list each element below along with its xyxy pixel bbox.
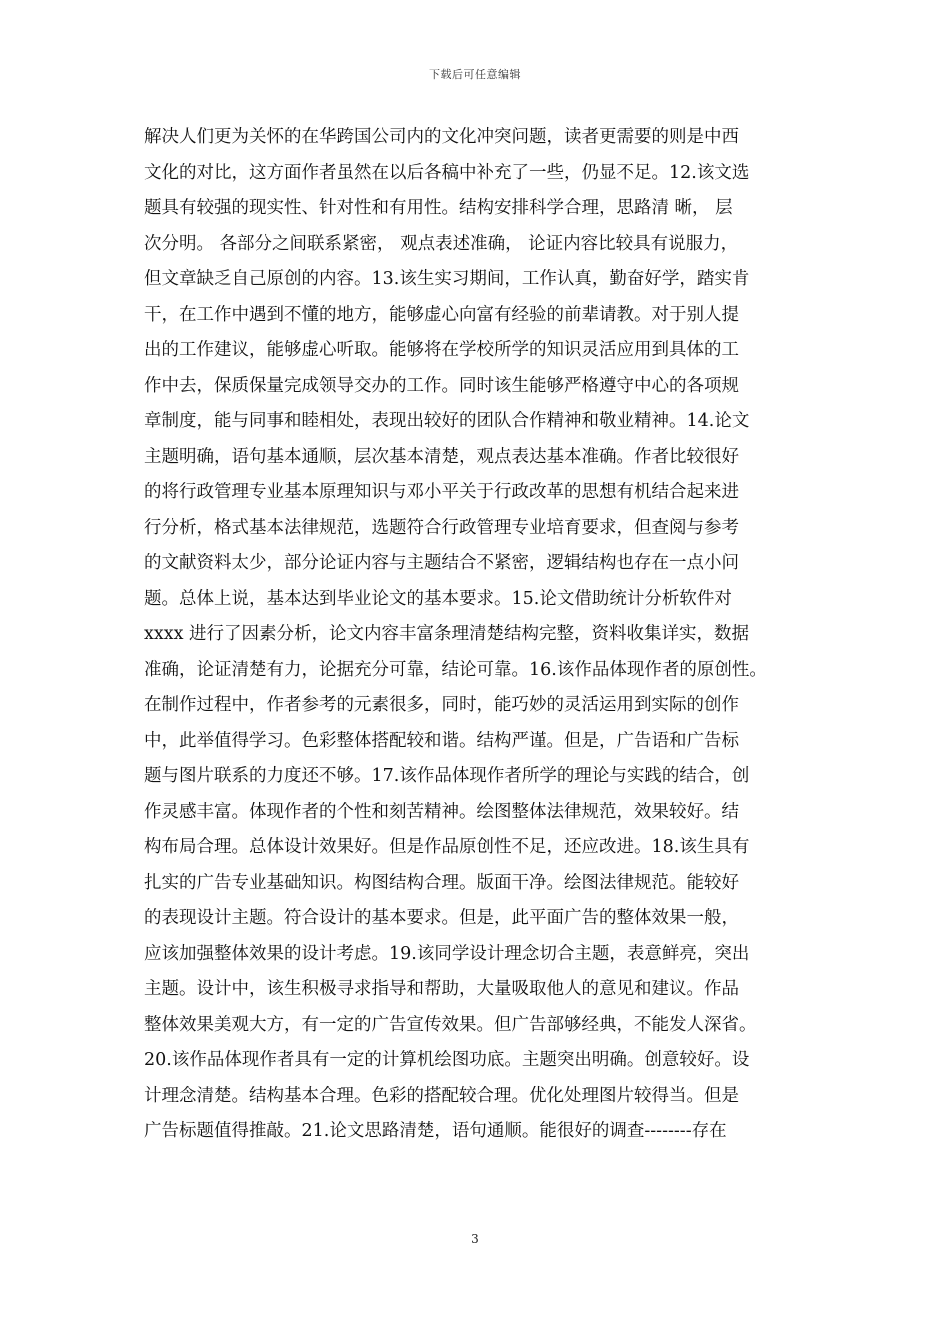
text-line: 计理念清楚。结构基本合理。色彩的搭配较合理。优化处理图片较得当。但是 — [144, 1085, 739, 1106]
body-text — [144, 120, 814, 1150]
text-line: 题具有较强的现实性、针对性和有用性。结构安排科学合理，思路清 晰， 层 — [144, 198, 733, 218]
text-line: 构布局合理。总体设计效果好。但是作品原创性不足，还应改进。18.该生具有 — [144, 837, 750, 857]
text-line: 扎实的广告专业基础知识。构图结构合理。版面干净。绘图法律规范。能较好 — [144, 872, 739, 893]
text-line: 20.该作品体现作者具有一定的计算机绘图功底。主题突出明确。创意较好。设 — [144, 1050, 750, 1070]
text-line: 整体效果美观大方，有一定的广告宣传效果。但广告部够经典，不能发人深省。 — [144, 1014, 757, 1035]
text-line: 但文章缺乏自己原创的内容。13.该生实习期间，工作认真，勤奋好学，踏实肯 — [144, 269, 750, 289]
text-line: 的文献资料太少，部分论证内容与主题结合不紧密，逻辑结构也存在一点小问 — [144, 553, 739, 573]
text-line: 主题明确，语句基本通顺，层次基本清楚，观点表达基本准确。作者比较很好 — [144, 446, 739, 467]
text-line: 作灵感丰富。体现作者的个性和刻苦精神。绘图整体法律规范，效果较好。结 — [144, 801, 739, 822]
text-line: 的将行政管理专业基本原理知识与邓小平关于行政改革的思想有机结合起来进 — [144, 482, 739, 502]
text-line: xxxx 进行了因素分析，论文内容丰富条理清楚结构完整，资料收集详实，数据 — [144, 624, 750, 644]
text-line: 题。总体上说，基本达到毕业论文的基本要求。15.论文借助统计分析软件对 — [144, 588, 732, 609]
text-line: 干，在工作中遇到不懂的地方，能够虚心向富有经验的前辈请教。对于别人提 — [144, 304, 739, 325]
text-line: 行分析，格式基本法律规范，选题符合行政管理专业培育要求，但查阅与参考 — [144, 517, 739, 538]
text-line: 中，此举值得学习。色彩整体搭配较和谐。结构严谨。但是，广告语和广告标 — [144, 730, 739, 751]
text-line: 准确，论证清楚有力，论据充分可靠，结论可靠。16.该作品体现作者的原创性。 — [144, 659, 767, 680]
text-line: 文化的对比，这方面作者虽然在以后各稿中补充了一些，仍显不足。12.该文选 — [144, 162, 750, 183]
text-line: 题与图片联系的力度还不够。17.该作品体现作者所学的理论与实践的结合，创 — [144, 766, 750, 786]
text-line: 次分明。 各部分之间联系紧密， 观点表述准确， 论证内容比较具有说服力， — [144, 233, 739, 254]
text-line: 解决人们更为关怀的在华跨国公司内的文化冲突问题，读者更需要的则是中西 — [144, 127, 739, 147]
text-line: 章制度，能与同事和睦相处，表现出较好的团队合作精神和敬业精神。14.论文 — [144, 411, 750, 431]
text-line: 应该加强整体效果的设计考虑。19.该同学设计理念切合主题，表意鲜亮，突出 — [144, 943, 750, 964]
text-line: 主题。设计中，该生积极寻求指导和帮助，大量吸取他人的意见和建议。作品 — [144, 979, 739, 999]
page-header: 下载后可任意编辑 — [429, 68, 521, 81]
page-number: 3 — [471, 1232, 479, 1246]
text-line: 在制作过程中，作者参考的元素很多，同时，能巧妙的灵活运用到实际的创作 — [144, 695, 739, 715]
text-line: 作中去，保质保量完成领导交办的工作。同时该生能够严格遵守中心的各项规 — [144, 375, 739, 396]
text-line: 的表现设计主题。符合设计的基本要求。但是，此平面广告的整体效果一般， — [144, 908, 739, 928]
text-line: 广告标题值得推敲。21.论文思路清楚，语句通顺。能很好的调查--------存在 — [144, 1121, 727, 1141]
text-line: 出的工作建议，能够虚心听取。能够将在学校所学的知识灵活应用到具体的工 — [144, 340, 739, 360]
